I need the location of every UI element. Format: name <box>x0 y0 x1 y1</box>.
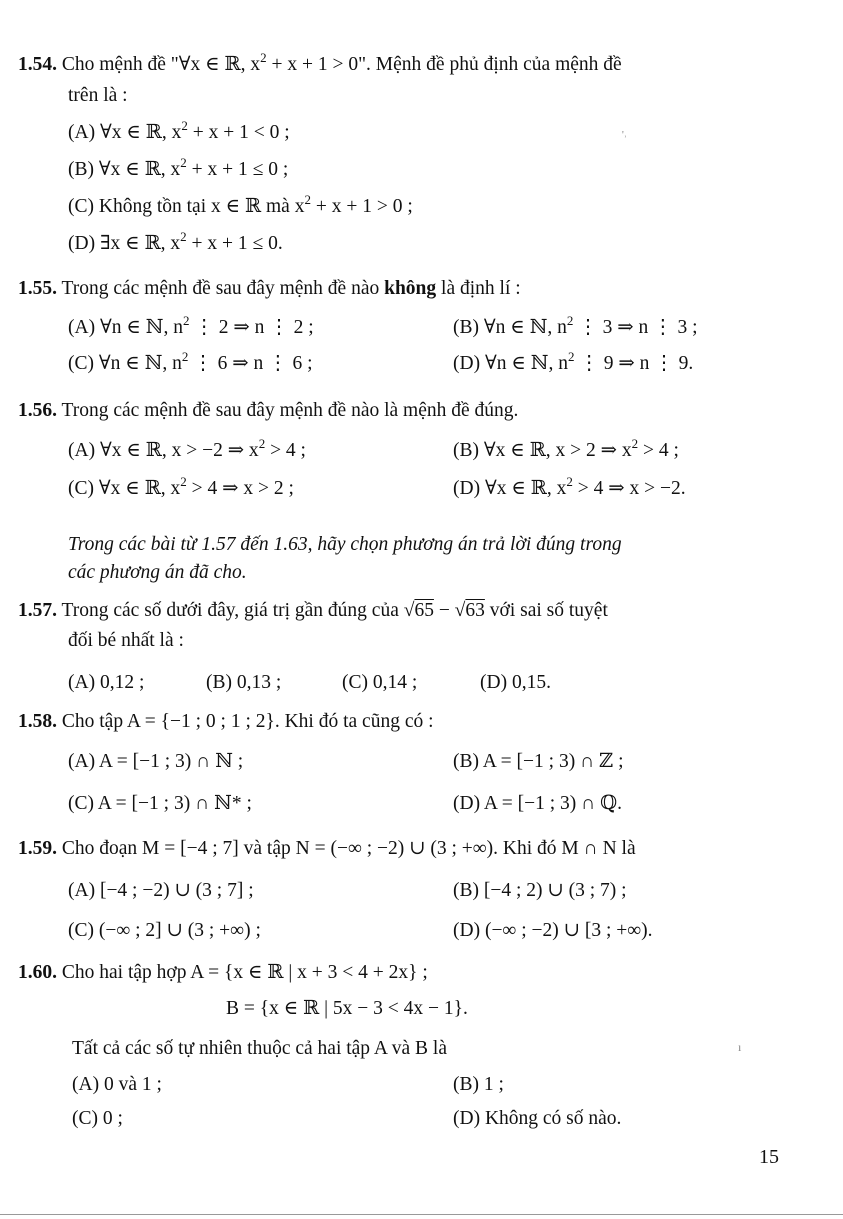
option-text: (A) ∀x ∈ ℝ, x > −2 ⇒ x <box>68 440 259 461</box>
option-text: + x + 1 > 0 ; <box>310 196 413 217</box>
option-d <box>68 231 283 257</box>
option-c <box>68 194 413 220</box>
problem-number: 1.56. <box>18 400 57 421</box>
superscript: 2 <box>566 313 574 328</box>
option-c <box>68 351 313 377</box>
option-b <box>68 157 288 183</box>
option-text: ⋮ 2 ⇒ n ⋮ 2 ; <box>189 317 314 338</box>
problem-number: 1.60. <box>18 962 57 983</box>
option-d: (D) A = [−1 ; 3) ∩ ℚ. <box>453 793 622 814</box>
problem-1-55-question <box>18 276 521 302</box>
page-number: 15 <box>759 1146 779 1168</box>
option-text: ⋮ 3 ⇒ n ⋮ 3 ; <box>573 317 698 338</box>
radicand: 65 <box>414 600 434 621</box>
option-text: (B) ∀n ∈ ℕ, n <box>453 317 567 338</box>
option-text: (A) ∀x ∈ ℝ, x <box>68 122 182 143</box>
superscript: 2 <box>566 474 573 489</box>
superscript: 2 <box>180 229 187 244</box>
option-text: ⋮ 6 ⇒ n ⋮ 6 ; <box>188 353 313 374</box>
option-a: (A) A = [−1 ; 3) ∩ ℕ ; <box>68 751 244 772</box>
problem-1-57-question <box>18 598 608 624</box>
superscript: 2 <box>631 436 639 451</box>
question-text: Trong các mệnh đề sau đây mệnh đề nào là mệnh đề đúng. <box>61 400 519 421</box>
option-text: > 4 ; <box>265 440 306 461</box>
superscript: 2 <box>182 313 190 328</box>
problem-1-60-question <box>18 960 428 986</box>
superscript: 2 <box>180 155 187 170</box>
question-text: với sai số tuyệt <box>484 600 608 621</box>
problem-1-57-question-cont: đối bé nhất là : <box>68 630 184 651</box>
option-text: (D) ∃x ∈ ℝ, x <box>68 233 181 254</box>
option-text: > 4 ; <box>638 440 679 461</box>
problem-number: 1.54. <box>18 54 57 75</box>
scan-artifact: ı <box>738 1040 742 1054</box>
question-text: Trong các số dưới đây, giá trị gần đúng của √ <box>61 600 415 621</box>
option-text: (C) ∀x ∈ ℝ, x <box>68 478 181 499</box>
problem-number: 1.58. <box>18 711 57 732</box>
option-a: (A) 0 và 1 ; <box>72 1074 162 1095</box>
option-text: (D) ∀x ∈ ℝ, x <box>453 478 567 499</box>
option-text: + x + 1 ≤ 0 ; <box>186 159 289 180</box>
option-b: (B) A = [−1 ; 3) ∩ ℤ ; <box>453 751 624 772</box>
question-text: + x + 1 > 0". Mệnh đề phủ định của mệnh đề <box>266 54 622 75</box>
superscript: 2 <box>181 118 188 133</box>
superscript: 2 <box>181 349 189 364</box>
page-edge-rule <box>0 1214 843 1215</box>
option-c <box>68 476 294 502</box>
option-c: (C) 0,14 ; <box>342 672 418 693</box>
superscript: 2 <box>258 436 266 451</box>
option-d <box>453 351 693 377</box>
option-b <box>453 315 698 341</box>
problem-number: 1.59. <box>18 838 57 859</box>
option-d: (D) 0,15. <box>480 672 551 693</box>
option-b: (B) [−4 ; 2) ∪ (3 ; 7) ; <box>453 880 627 901</box>
problem-1-59-question <box>18 836 636 862</box>
scan-artifact: '˒ <box>622 130 628 141</box>
option-text: (C) ∀n ∈ ℕ, n <box>68 353 182 374</box>
option-b <box>453 438 679 464</box>
option-b: (B) 0,13 ; <box>206 672 282 693</box>
option-c: (C) A = [−1 ; 3) ∩ ℕ* ; <box>68 793 252 814</box>
superscript: 2 <box>180 474 187 489</box>
option-text: > 4 ⇒ x > −2. <box>572 478 686 499</box>
option-text: ⋮ 9 ⇒ n ⋮ 9. <box>574 353 694 374</box>
instruction-line-2: các phương án đã cho. <box>68 562 247 583</box>
problem-number: 1.55. <box>18 278 57 299</box>
question-text: Cho đoạn M = [−4 ; 7] và tập N = (−∞ ; −2) ∪ (3 ; +∞). Khi đó M ∩ N là <box>61 838 636 859</box>
option-a: (A) [−4 ; −2) ∪ (3 ; 7] ; <box>68 880 254 901</box>
option-a: (A) 0,12 ; <box>68 672 145 693</box>
superscript: 2 <box>260 50 267 65</box>
option-text: (B) ∀x ∈ ℝ, x > 2 ⇒ x <box>453 440 632 461</box>
option-d <box>453 476 686 502</box>
radicand: 63 <box>465 600 485 621</box>
problem-1-54-question-cont: trên là : <box>68 85 128 106</box>
superscript: 2 <box>304 192 311 207</box>
problem-1-58-question <box>18 709 434 735</box>
problem-1-60-question-cont: Tất cả các số tự nhiên thuộc cả hai tập A và B là <box>72 1038 447 1059</box>
option-a <box>68 438 306 464</box>
option-d: (D) (−∞ ; −2) ∪ [3 ; +∞). <box>453 920 653 941</box>
option-b: (B) 1 ; <box>453 1074 504 1095</box>
option-text: + x + 1 ≤ 0. <box>186 233 283 254</box>
option-c: (C) (−∞ ; 2] ∪ (3 ; +∞) ; <box>68 920 261 941</box>
option-d: (D) Không có số nào. <box>453 1108 622 1129</box>
set-b-definition: B = {x ∈ ℝ | 5x − 3 < 4x − 1}. <box>226 998 468 1019</box>
question-text: Trong các mệnh đề sau đây mệnh đề nào <box>61 278 385 299</box>
option-text: (C) Không tồn tại x ∈ ℝ mà x <box>68 196 305 217</box>
option-a <box>68 315 314 341</box>
question-text: Cho tập A = {−1 ; 0 ; 1 ; 2}. Khi đó ta cũng có : <box>61 711 434 732</box>
option-c: (C) 0 ; <box>72 1108 123 1129</box>
question-emphasis: không <box>384 278 437 299</box>
instruction-line-1: Trong các bài từ 1.57 đến 1.63, hãy chọn phương án trả lời đúng trong <box>68 534 622 555</box>
question-text: Cho mệnh đề "∀x ∈ ℝ, x <box>61 54 261 75</box>
question-text: là định lí : <box>436 278 521 299</box>
option-text: > 4 ⇒ x > 2 ; <box>186 478 294 499</box>
problem-number: 1.57. <box>18 600 57 621</box>
option-text: (D) ∀n ∈ ℕ, n <box>453 353 568 374</box>
option-text: (B) ∀x ∈ ℝ, x <box>68 159 181 180</box>
superscript: 2 <box>567 349 575 364</box>
problem-1-54-question <box>18 52 622 78</box>
question-text: − √ <box>433 600 466 621</box>
question-text: Cho hai tập hợp A = {x ∈ ℝ | x + 3 < 4 + 2x} ; <box>61 962 428 983</box>
option-text: (A) ∀n ∈ ℕ, n <box>68 317 183 338</box>
option-a <box>68 120 290 146</box>
option-text: + x + 1 < 0 ; <box>187 122 290 143</box>
problem-1-56-question <box>18 398 518 424</box>
